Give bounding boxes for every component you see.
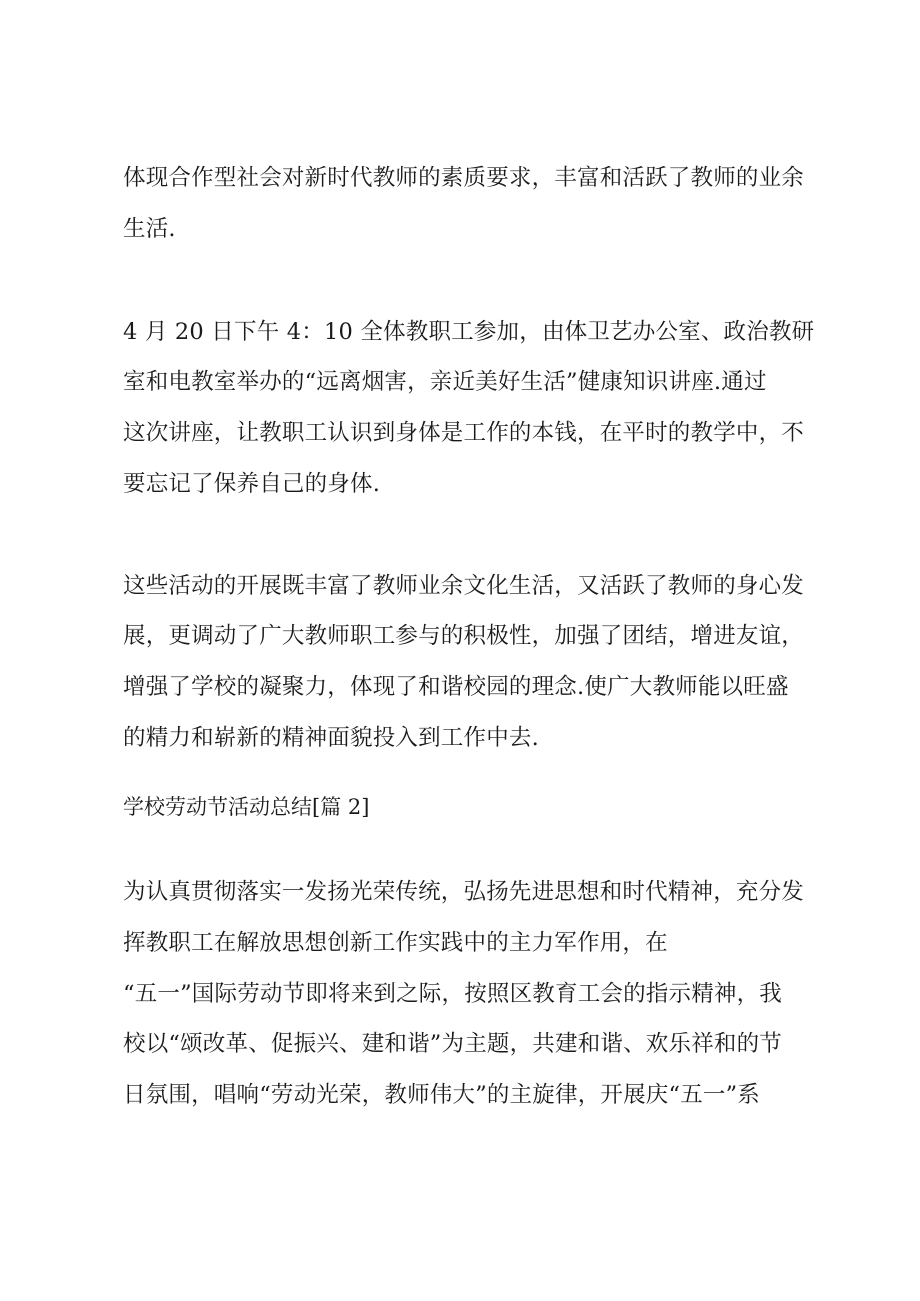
section-heading: 学校劳动节活动总结[篇 2] <box>123 795 370 819</box>
paragraph-1-line-1: 体现合作型社会对新时代教师的素质要求，丰富和活跃了教师的业余 <box>123 165 805 191</box>
paragraph-3-line-2: 展，更调动了广大教师职工参与的积极性，加强了团结，增进友谊， <box>123 623 805 649</box>
section-paragraph-line-1: 为认真贯彻落实一发扬光荣传统，弘扬先进思想和时代精神，充分发 <box>123 879 805 905</box>
paragraph-1-line-2: 生活. <box>123 216 176 242</box>
section-paragraph-line-2: 挥教职工在解放思想创新工作实践中的主力军作用，在 <box>123 930 668 956</box>
section-paragraph-line-4: 校以“颂改革、促振兴、建和谐”为主题，共建和谐、欢乐祥和的节 <box>123 1031 783 1057</box>
paragraph-3-line-3: 增强了学校的凝聚力，体现了和谐校园的理念.使广大教师能以旺盛 <box>123 674 789 700</box>
section-paragraph-line-3: “五一”国际劳动节即将来到之际，按照区教育工会的指示精神，我 <box>123 981 783 1007</box>
paragraph-3-line-4: 的精力和崭新的精神面貌投入到工作中去. <box>123 725 539 751</box>
section-paragraph-line-5: 日氛围，唱响“劳动光荣，教师伟大”的主旋律，开展庆“五一”系 <box>123 1082 761 1108</box>
paragraph-2-line-4: 要忘记了保养自己的身体. <box>123 471 381 497</box>
paragraph-2-line-1: 4 月 20 日下午 4：10 全体教职工参加，由体卫艺办公室、政治教研 <box>123 319 815 345</box>
paragraph-2-line-2: 室和电教室举办的“远离烟害，亲近美好生活”健康知识讲座.通过 <box>123 369 767 395</box>
paragraph-3-line-1: 这些活动的开展既丰富了教师业余文化生活，又活跃了教师的身心发 <box>123 573 805 599</box>
paragraph-2-line-3: 这次讲座，让教职工认识到身体是工作的本钱，在平时的教学中，不 <box>123 420 805 446</box>
